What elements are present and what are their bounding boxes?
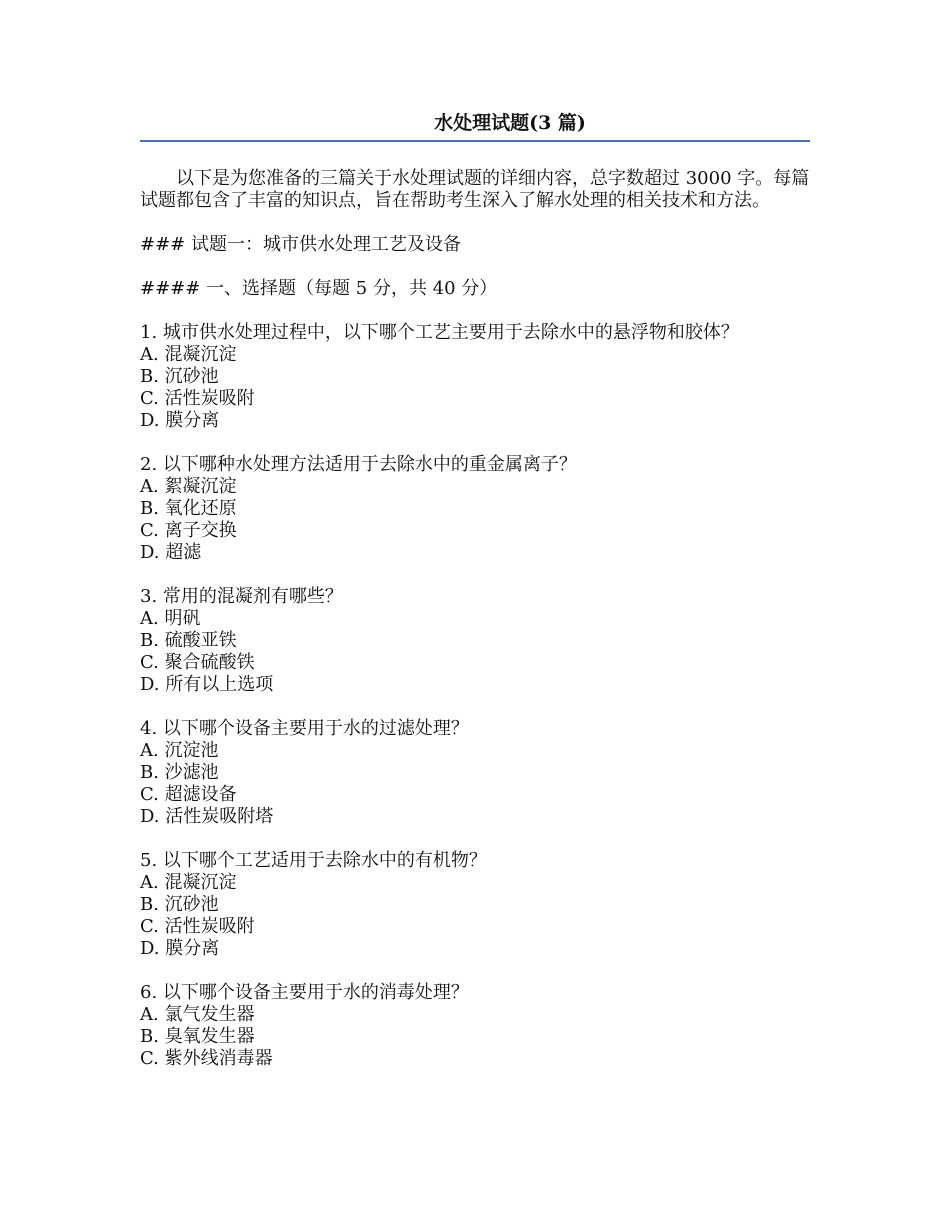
intro-paragraph: 以下是为您准备的三篇关于水处理试题的详细内容，总字数超过 3000 字。每篇试题都包含了丰富的知识点，旨在帮助考生深入了解水处理的相关技术和方法。: [140, 168, 810, 211]
question-5: [140, 850, 810, 960]
option-c: C. 活性炭吸附: [140, 388, 255, 409]
option-b: B. 硫酸亚铁: [140, 630, 237, 651]
question-text: 2. 以下哪种水处理方法适用于去除水中的重金属离子？: [140, 454, 577, 475]
option-a: A. 混凝沉淀: [140, 872, 237, 893]
question-3: [140, 586, 810, 696]
option-b: B. 氧化还原: [140, 498, 237, 519]
option-c: C. 超滤设备: [140, 784, 237, 805]
option-c: C. 聚合硫酸铁: [140, 652, 255, 673]
option-a: A. 氯气发生器: [140, 1004, 255, 1025]
option-b: B. 沉砂池: [140, 366, 219, 387]
option-d: D. 膜分离: [140, 410, 220, 431]
option-d: D. 超滤: [140, 542, 202, 563]
option-a: A. 沉淀池: [140, 740, 219, 761]
option-d: D. 膜分离: [140, 938, 220, 959]
option-b: B. 沙滤池: [140, 762, 219, 783]
question-1: [140, 322, 810, 432]
question-text: 1. 城市供水处理过程中，以下哪个工艺主要用于去除水中的悬浮物和胶体？: [140, 322, 739, 343]
option-c: C. 活性炭吸附: [140, 916, 255, 937]
question-text: 5. 以下哪个工艺适用于去除水中的有机物？: [140, 850, 487, 871]
option-a: A. 混凝沉淀: [140, 344, 237, 365]
option-a: A. 明矾: [140, 608, 201, 629]
question-2: [140, 454, 810, 564]
option-c: C. 离子交换: [140, 520, 237, 541]
option-b: B. 沉砂池: [140, 894, 219, 915]
option-c: C. 紫外线消毒器: [140, 1048, 273, 1069]
option-a: A. 絮凝沉淀: [140, 476, 237, 497]
title-divider: [140, 140, 810, 142]
option-b: B. 臭氧发生器: [140, 1026, 255, 1047]
document-title: 水处理试题(3 篇): [434, 112, 586, 134]
document-page: [140, 108, 810, 1070]
subsection-heading: #### 一、选择题（每题 5 分，共 40 分）: [140, 278, 498, 299]
question-text: 3. 常用的混凝剂有哪些？: [140, 586, 343, 607]
section-heading: ### 试题一：城市供水处理工艺及设备: [140, 234, 461, 255]
option-d: D. 所有以上选项: [140, 674, 274, 695]
question-text: 6. 以下哪个设备主要用于水的消毒处理？: [140, 982, 469, 1003]
option-d: D. 活性炭吸附塔: [140, 806, 274, 827]
question-4: [140, 718, 810, 828]
question-6: [140, 982, 810, 1070]
question-text: 4. 以下哪个设备主要用于水的过滤处理？: [140, 718, 469, 739]
